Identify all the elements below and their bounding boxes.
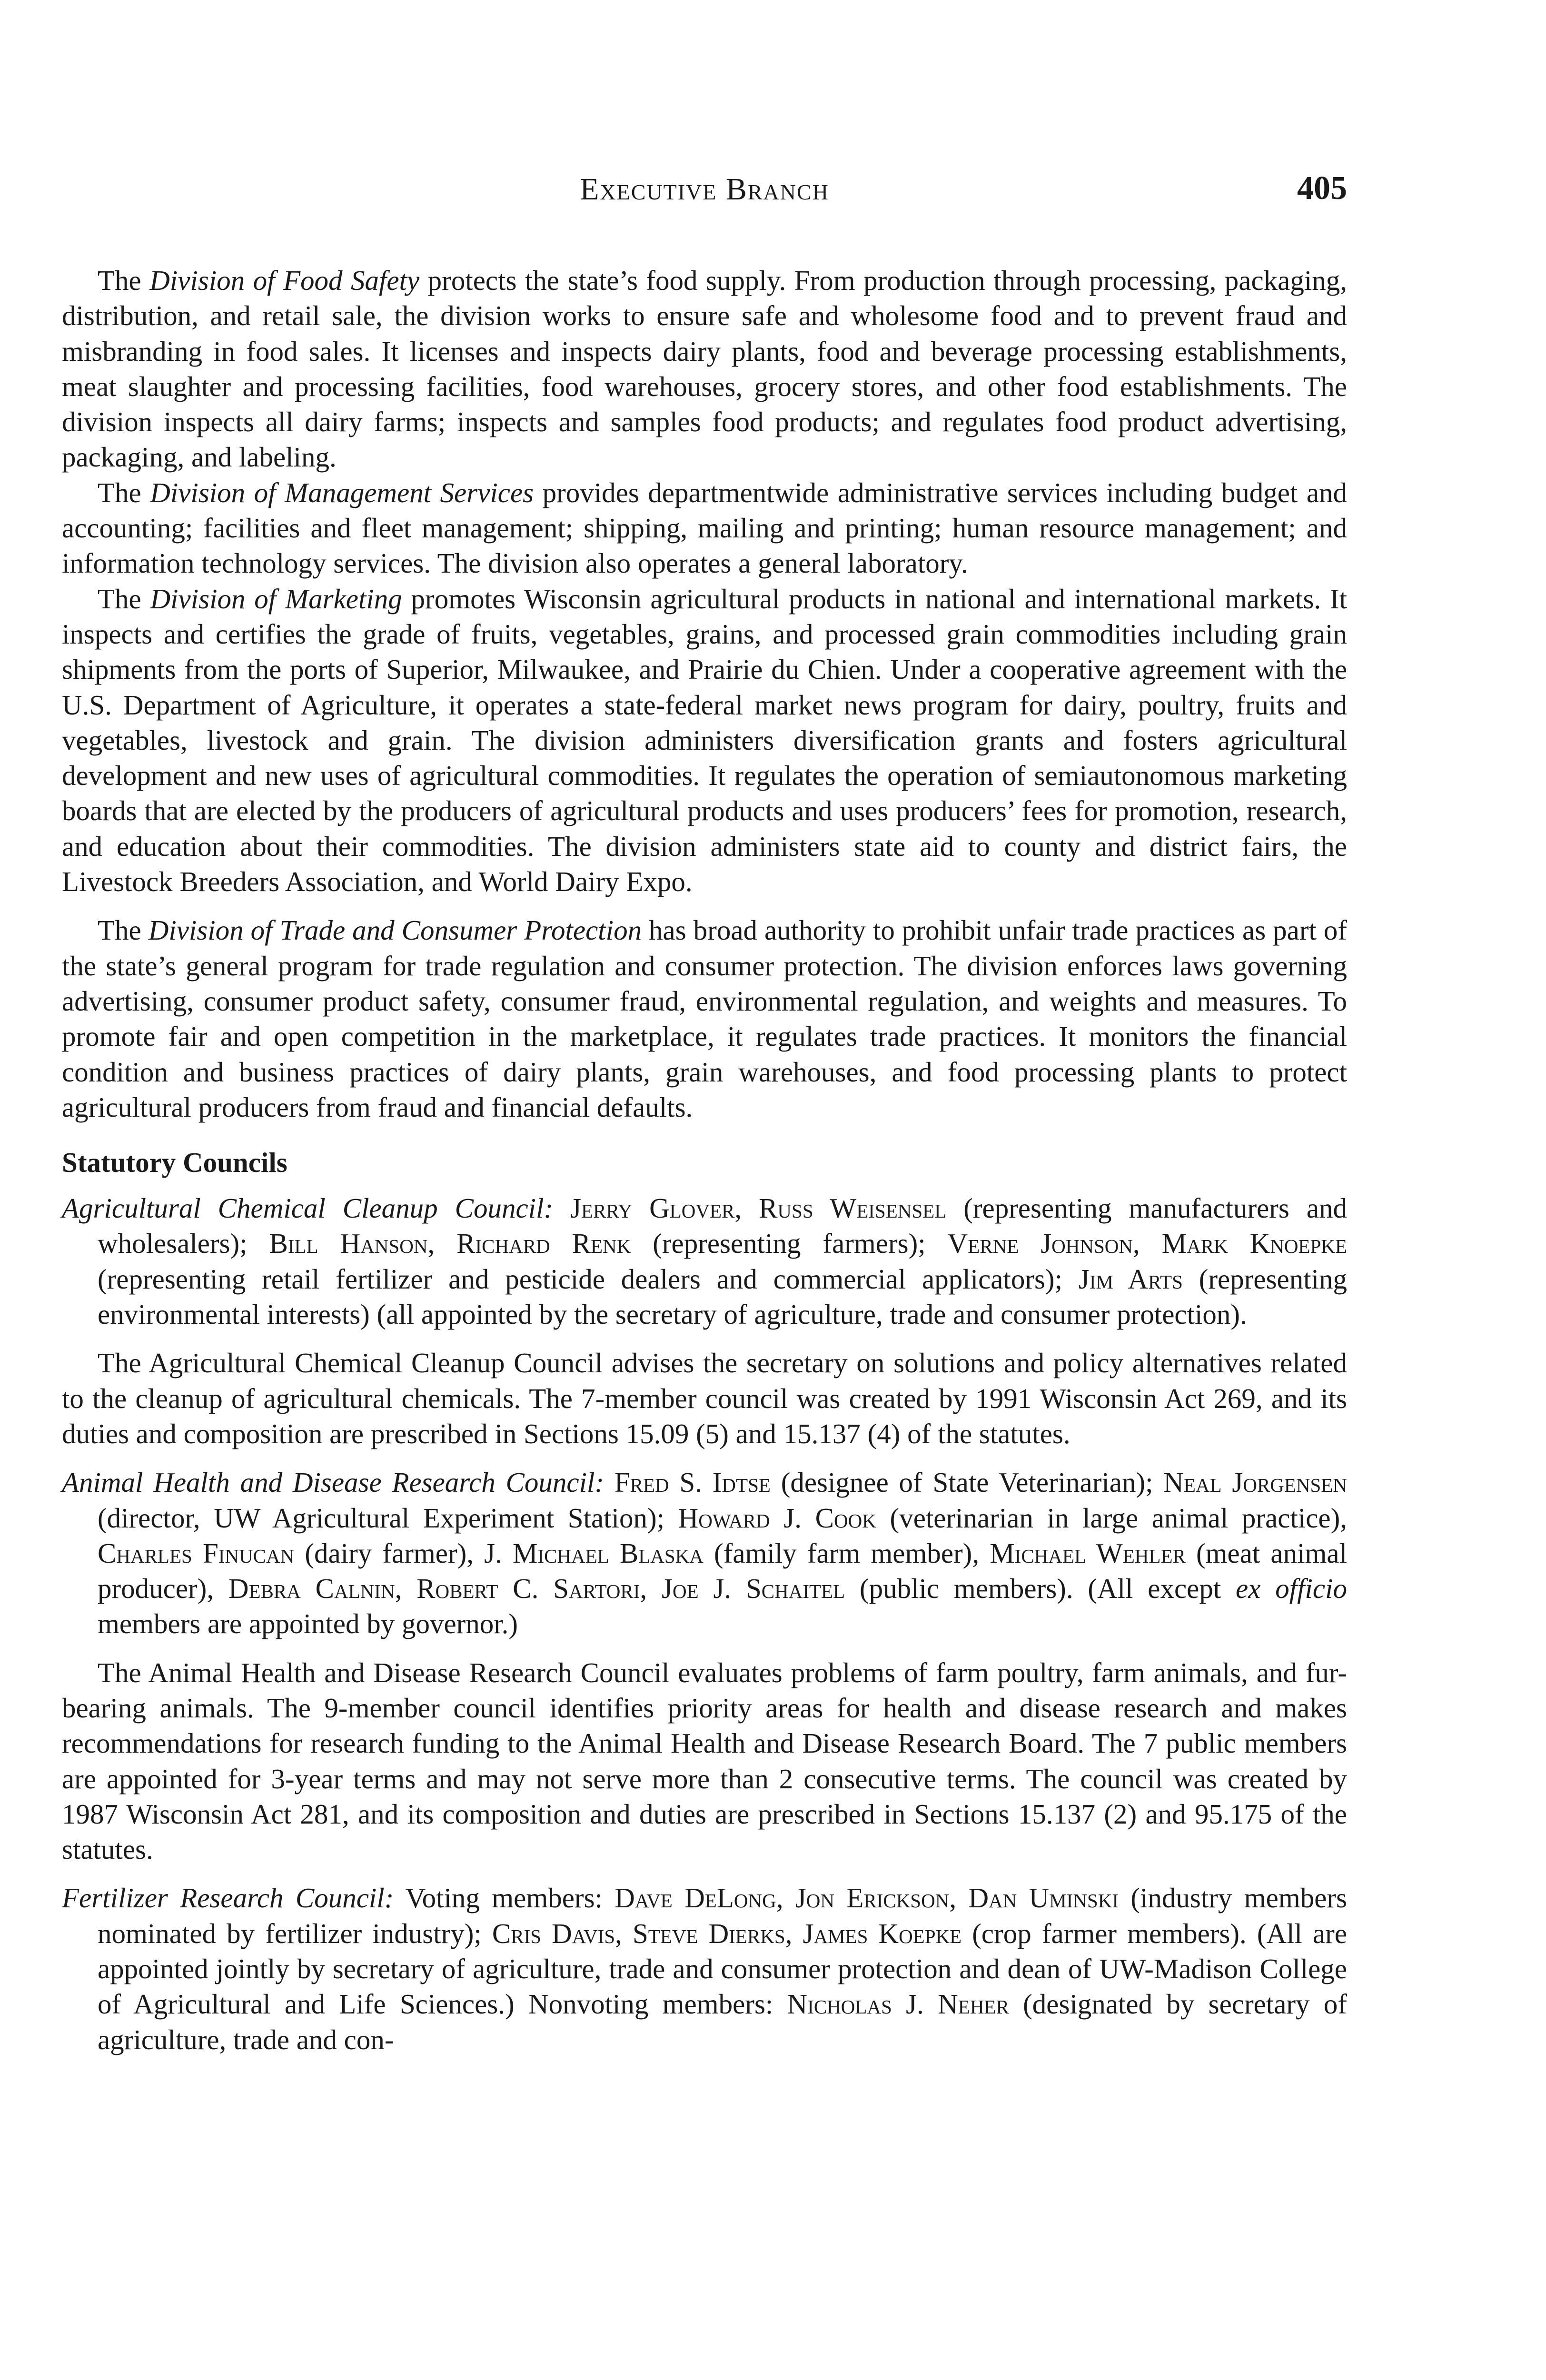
- lead-text: The: [98, 583, 150, 615]
- entry-text: (meat animal producer),: [98, 1537, 1347, 1605]
- entry-text: ,: [785, 1917, 803, 1949]
- entry-text: ,: [427, 1228, 457, 1259]
- entry-text: (designee of State Veterinarian);: [770, 1467, 1164, 1498]
- entry-text: (crop farmer members). (All are appointed jointly by secretary of agriculture, trade and consumer protection and dean of UW-Madison College of Agricultural and Life Sciences.) Nonvoting members:: [98, 1917, 1348, 2020]
- member-name: Jim Arts: [1078, 1263, 1183, 1295]
- entry-text: (family farm member),: [703, 1537, 990, 1569]
- entry-text: (veterinarian in large animal practice),: [876, 1502, 1347, 1534]
- member-name: Michael Wehler: [990, 1537, 1186, 1569]
- entry-text: (designated by secretary of agriculture, trade and con-: [98, 1988, 1347, 2055]
- paragraph-division-trade-consumer-protection: [62, 912, 1347, 1125]
- member-name: Russ Weisensel: [759, 1192, 947, 1224]
- division-name: Division of Marketing: [150, 583, 402, 615]
- paragraph-text: promotes Wisconsin agricultural products in national and international markets. It inspects and certifies the grade of fruits, vegetables, grains, and processed grain commodities including grain shipments from the ports of Superior, Milwaukee, and Prairie du Chien. Under a cooperative agreement with the U.S. Department of Agriculture, it operates a state-federal market news program for dairy, poultry, fruits and vegetables, livestock and grain. The division administers diversification grants and fosters agricultural development and new uses of agricultural commodities. It regulates the operation of semiautonomous marketing boards that are elected by the producers of agricultural products and uses producers’ fees for promotion, research, and education about their commodities. The division administers state aid to county and district fairs, the Livestock Breeders Association, and World Dairy Expo.: [62, 583, 1347, 898]
- council-entry-animal-health-disease-research: [62, 1465, 1347, 1641]
- paragraph-text: provides departmentwide administrative services including budget and accounting; facilities and fleet management; shipping, mailing and printing; human resource management; and information technology services. The division also operates a general laboratory.: [62, 476, 1348, 579]
- council-title: Agricultural Chemical Cleanup Council:: [62, 1192, 554, 1224]
- member-name: Jon Erickson: [795, 1882, 950, 1914]
- council-description-animal-health-disease-research: The Animal Health and Disease Research Council evaluates problems of farm poultry, farm animals, and fur-bearing animals. The 9-member council identifies priority areas for health and disease research and makes recommendations for research funding to the Animal Health and Disease Research Board. The 7 public members are appointed for 3-year terms and may not serve more than 2 consecutive terms. The council was created by 1987 Wisconsin Act 281, and its composition and duties are prescribed in Sections 15.137 (2) and 95.175 of the statutes.: [62, 1656, 1347, 1865]
- member-name: Neal Jorgensen: [1163, 1467, 1348, 1498]
- ex-officio-term: ex officio: [1236, 1573, 1348, 1605]
- paragraph-text: protects the state’s food supply. From production through processing, packaging, distribution, and retail sale, the division works to ensure safe and wholesome food and to prevent fraud and misbranding in food sales. It licenses and inspects dairy plants, food and beverage processing establishments, meat slaughter and processing facilities, food warehouses, grocery stores, and other food establishments. The division inspects all dairy farms; inspects and samples food products; and regulates food product advertising, packaging, and labeling.: [62, 265, 1347, 473]
- entry-text: (public members). (All except: [845, 1573, 1236, 1605]
- council-entry-agricultural-chemical-cleanup: [62, 1190, 1347, 1332]
- member-name: Fred S. Idtse: [614, 1467, 771, 1498]
- member-name: Joe J. Schaitel: [662, 1573, 845, 1605]
- running-title: Executive Branch: [580, 172, 829, 207]
- entry-text: (representing manufacturers and wholesalers);: [98, 1192, 1348, 1259]
- entry-text: ,: [776, 1882, 795, 1914]
- member-name: Mark Knoepke: [1161, 1228, 1348, 1259]
- member-name: Richard Renk: [456, 1228, 631, 1259]
- entry-text: ,: [1133, 1228, 1162, 1259]
- page-number: 405: [1297, 170, 1347, 207]
- council-title: Animal Health and Disease Research Council:: [62, 1467, 605, 1498]
- entry-text: ,: [734, 1192, 759, 1224]
- member-name: Verne Johnson: [947, 1228, 1133, 1259]
- running-head: [62, 171, 1347, 219]
- entry-text: members are appointed by governor.): [98, 1608, 518, 1640]
- entry-text: ,: [949, 1882, 969, 1914]
- paragraph-division-marketing: [62, 581, 1347, 900]
- section-heading-statutory-councils: Statutory Councils: [62, 1147, 287, 1179]
- member-name: Dave DeLong: [614, 1882, 776, 1914]
- document-page: [62, 171, 1347, 2057]
- entry-text: ,: [395, 1573, 417, 1605]
- entry-text: Voting members:: [394, 1882, 615, 1914]
- paragraph-division-food-safety: [62, 263, 1347, 475]
- entry-text: ,: [640, 1573, 662, 1605]
- member-name: Dan Uminski: [968, 1882, 1119, 1914]
- member-name: Howard J. Cook: [678, 1502, 876, 1534]
- division-name: Division of Management Services: [150, 476, 534, 508]
- lead-text: The: [98, 265, 150, 296]
- lead-text: The: [98, 476, 150, 508]
- entry-text: (representing environmental interests) (all appointed by the secretary of agriculture, trade and consumer protection).: [98, 1263, 1348, 1330]
- member-name: Nicholas J. Neher: [787, 1988, 1009, 2020]
- member-name: Bill Hanson: [269, 1228, 428, 1259]
- entry-text: (industry members nominated by fertilizer industry);: [98, 1882, 1348, 1949]
- council-entry-fertilizer-research: [62, 1880, 1347, 2057]
- member-name: James Koepke: [803, 1917, 962, 1949]
- entry-text: (dairy farmer),: [294, 1537, 485, 1569]
- entry-text: (director, UW Agricultural Experiment Station);: [98, 1502, 678, 1534]
- paragraph-text: has broad authority to prohibit unfair trade practices as part of the state’s general program for trade regulation and consumer protection. The division enforces laws governing advertising, consumer product safety, consumer fraud, environmental regulation, and weights and measures. To promote fair and open competition in the marketplace, it regulates trade practices. It monitors the financial condition and business practices of dairy plants, grain warehouses, and food processing plants to protect agricultural producers from fraud and financial defaults.: [62, 914, 1347, 1123]
- member-name: J. Michael Blaska: [484, 1537, 704, 1569]
- lead-text: The: [98, 914, 149, 946]
- division-name: Division of Food Safety: [149, 265, 420, 296]
- member-name: Charles Finucan: [98, 1537, 295, 1569]
- member-name: Cris Davis: [492, 1917, 615, 1949]
- paragraph-division-management-services: [62, 475, 1347, 581]
- entry-text: (representing farmers);: [631, 1228, 948, 1259]
- council-description-agricultural-chemical-cleanup: The Agricultural Chemical Cleanup Council advises the secretary on solutions and policy alternatives related to the cleanup of agricultural chemicals. The 7-member council was created by 1991 Wisconsin Act 269, and its duties and composition are prescribed in Sections 15.09 (5) and 15.137 (4) of the statutes.: [62, 1347, 1347, 1449]
- council-title: Fertilizer Research Council:: [62, 1882, 394, 1914]
- division-name: Division of Trade and Consumer Protection: [148, 914, 642, 946]
- entry-text: (representing retail fertilizer and pesticide dealers and commercial applicators);: [98, 1263, 1079, 1295]
- member-name: Debra Calnin: [228, 1573, 395, 1605]
- entry-text: ,: [615, 1917, 633, 1949]
- member-name: Steve Dierks: [632, 1917, 785, 1949]
- member-name: Jerry Glover: [570, 1192, 735, 1224]
- member-name: Robert C. Sartori: [416, 1573, 640, 1605]
